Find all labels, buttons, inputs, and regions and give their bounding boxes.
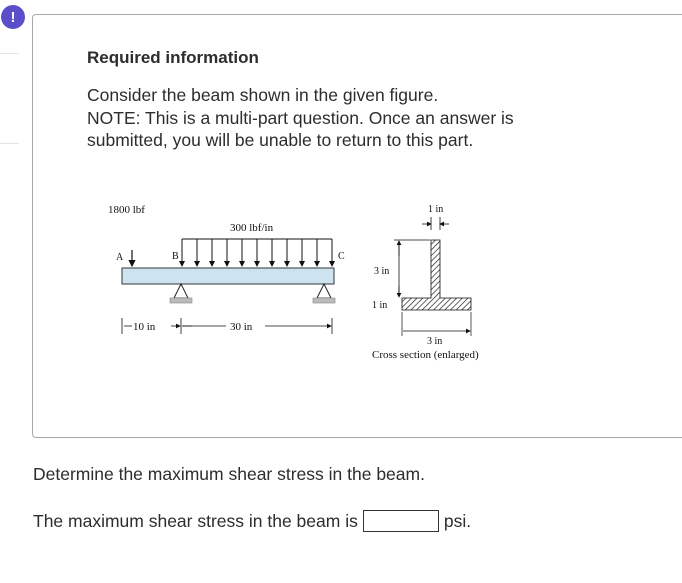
distributed-load-label: 300 lbf/in xyxy=(230,222,274,234)
dimension-ab-label: 10 in xyxy=(133,321,156,333)
cs-bottom-dimension xyxy=(402,312,471,336)
cs-flange-thickness-label: 1 in xyxy=(372,300,388,311)
left-divider xyxy=(0,53,19,54)
cross-section-tee xyxy=(402,240,471,310)
point-b-label: B xyxy=(172,251,179,262)
support-b xyxy=(170,284,192,303)
left-divider xyxy=(0,143,19,144)
cs-top-dimension xyxy=(422,217,449,230)
beam xyxy=(122,268,334,284)
point-a-label: A xyxy=(116,252,124,263)
question-prompt: Determine the maximum shear stress in the beam. xyxy=(33,464,425,484)
dimension-bc-label: 30 in xyxy=(230,321,253,333)
support-c xyxy=(313,284,335,303)
section-title: Required information xyxy=(87,48,259,67)
alert-exclamation-icon xyxy=(1,5,25,29)
distributed-load-arrows xyxy=(182,239,332,266)
point-load-label: 1800 lbf xyxy=(108,204,145,216)
intro-line: NOTE: This is a multi-part question. Once an answer is xyxy=(87,107,514,128)
alert-glyph: ! xyxy=(10,8,16,26)
intro-line: Consider the beam shown in the given figure. xyxy=(87,85,439,105)
beam-diagram xyxy=(100,196,520,371)
point-c-label: C xyxy=(338,251,345,262)
cs-caption: Cross section (enlarged) xyxy=(372,349,479,361)
cs-top-width-label: 1 in xyxy=(428,204,444,215)
beam-figure xyxy=(100,196,520,376)
intro-text xyxy=(87,84,647,152)
intro-line: submitted, you will be unable to return to this part. xyxy=(87,130,474,150)
cs-web-dimension xyxy=(394,240,430,297)
cs-web-height-label: 3 in xyxy=(374,266,390,277)
answer-label: The maximum shear stress in the beam is xyxy=(33,510,358,531)
answer-row xyxy=(33,510,471,532)
cs-flange-width-label: 3 in xyxy=(427,336,443,347)
answer-unit: psi. xyxy=(443,510,472,531)
shear-stress-answer-input[interactable] xyxy=(363,510,439,532)
